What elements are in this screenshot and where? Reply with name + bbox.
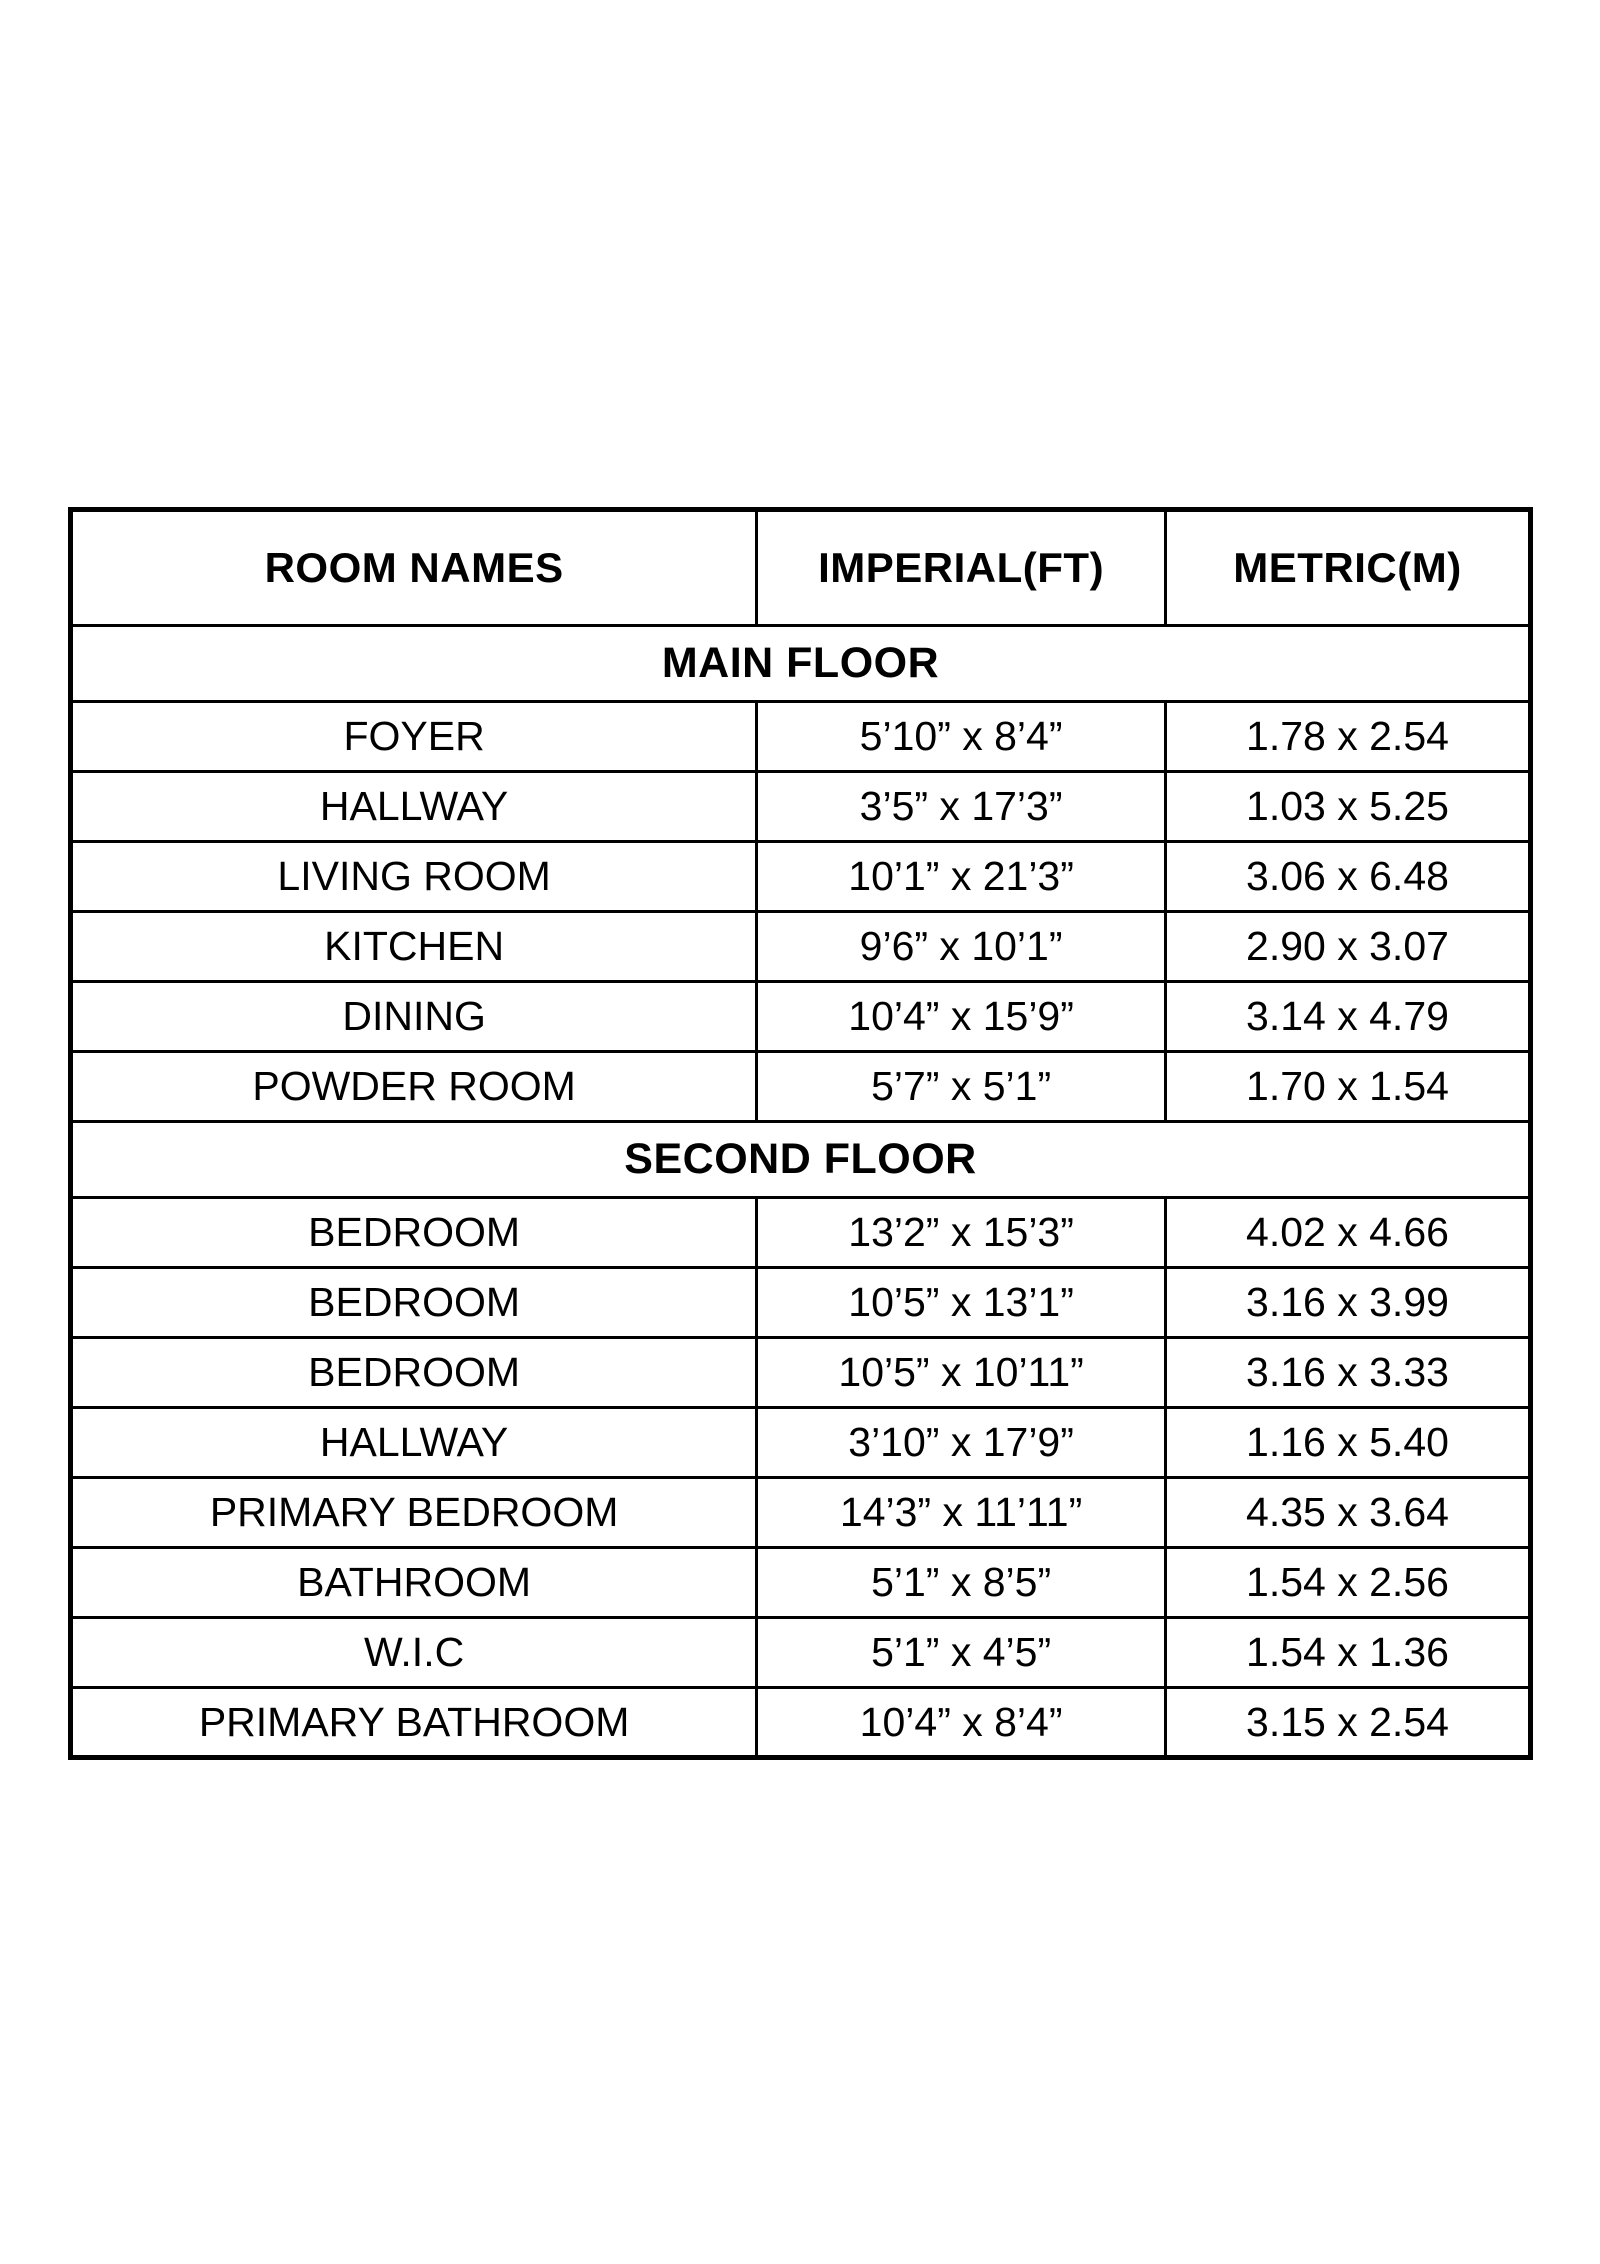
column-header-imperial: IMPERIAL(FT) [757, 510, 1166, 626]
imperial-cell: 5’7” x 5’1” [757, 1052, 1166, 1122]
table-row [71, 1268, 1531, 1338]
room-name-cell: POWDER ROOM [71, 1052, 757, 1122]
imperial-cell: 5’10” x 8’4” [757, 702, 1166, 772]
metric-cell: 1.03 x 5.25 [1165, 772, 1530, 842]
metric-cell: 1.70 x 1.54 [1165, 1052, 1530, 1122]
section-label: SECOND FLOOR [71, 1122, 1531, 1198]
table-header-row [71, 510, 1531, 626]
room-name-cell: W.I.C [71, 1618, 757, 1688]
table-row [71, 702, 1531, 772]
room-name-cell: KITCHEN [71, 912, 757, 982]
imperial-cell: 10’4” x 15’9” [757, 982, 1166, 1052]
metric-cell: 1.78 x 2.54 [1165, 702, 1530, 772]
table-row [71, 1478, 1531, 1548]
imperial-cell: 10’1” x 21’3” [757, 842, 1166, 912]
imperial-cell: 3’5” x 17’3” [757, 772, 1166, 842]
room-name-cell: HALLWAY [71, 772, 757, 842]
table-row [71, 842, 1531, 912]
room-name-cell: HALLWAY [71, 1408, 757, 1478]
section-header-second-floor [71, 1122, 1531, 1198]
metric-cell: 1.54 x 1.36 [1165, 1618, 1530, 1688]
section-header-main-floor [71, 626, 1531, 702]
metric-cell: 2.90 x 3.07 [1165, 912, 1530, 982]
column-header-metric: METRIC(M) [1165, 510, 1530, 626]
metric-cell: 3.16 x 3.33 [1165, 1338, 1530, 1408]
table-row [71, 1408, 1531, 1478]
table-row [71, 1688, 1531, 1758]
table-row [71, 772, 1531, 842]
metric-cell: 1.16 x 5.40 [1165, 1408, 1530, 1478]
table-row [71, 1548, 1531, 1618]
imperial-cell: 10’5” x 13’1” [757, 1268, 1166, 1338]
metric-cell: 1.54 x 2.56 [1165, 1548, 1530, 1618]
imperial-cell: 5’1” x 4’5” [757, 1618, 1166, 1688]
table-row [71, 1338, 1531, 1408]
metric-cell: 3.14 x 4.79 [1165, 982, 1530, 1052]
room-name-cell: PRIMARY BATHROOM [71, 1688, 757, 1758]
imperial-cell: 3’10” x 17’9” [757, 1408, 1166, 1478]
room-dimensions-table-container [68, 507, 1533, 1760]
room-name-cell: BEDROOM [71, 1338, 757, 1408]
room-name-cell: FOYER [71, 702, 757, 772]
room-name-cell: PRIMARY BEDROOM [71, 1478, 757, 1548]
room-name-cell: BEDROOM [71, 1268, 757, 1338]
metric-cell: 3.15 x 2.54 [1165, 1688, 1530, 1758]
room-name-cell: DINING [71, 982, 757, 1052]
table-row [71, 912, 1531, 982]
section-label: MAIN FLOOR [71, 626, 1531, 702]
room-name-cell: BATHROOM [71, 1548, 757, 1618]
table-row [71, 982, 1531, 1052]
room-dimensions-table [68, 507, 1533, 1760]
imperial-cell: 14’3” x 11’11” [757, 1478, 1166, 1548]
imperial-cell: 13’2” x 15’3” [757, 1198, 1166, 1268]
room-name-cell: BEDROOM [71, 1198, 757, 1268]
metric-cell: 3.06 x 6.48 [1165, 842, 1530, 912]
metric-cell: 3.16 x 3.99 [1165, 1268, 1530, 1338]
column-header-room-names: ROOM NAMES [71, 510, 757, 626]
table-row [71, 1052, 1531, 1122]
metric-cell: 4.02 x 4.66 [1165, 1198, 1530, 1268]
room-name-cell: LIVING ROOM [71, 842, 757, 912]
imperial-cell: 10’4” x 8’4” [757, 1688, 1166, 1758]
imperial-cell: 9’6” x 10’1” [757, 912, 1166, 982]
table-row [71, 1618, 1531, 1688]
metric-cell: 4.35 x 3.64 [1165, 1478, 1530, 1548]
imperial-cell: 10’5” x 10’11” [757, 1338, 1166, 1408]
table-row [71, 1198, 1531, 1268]
imperial-cell: 5’1” x 8’5” [757, 1548, 1166, 1618]
